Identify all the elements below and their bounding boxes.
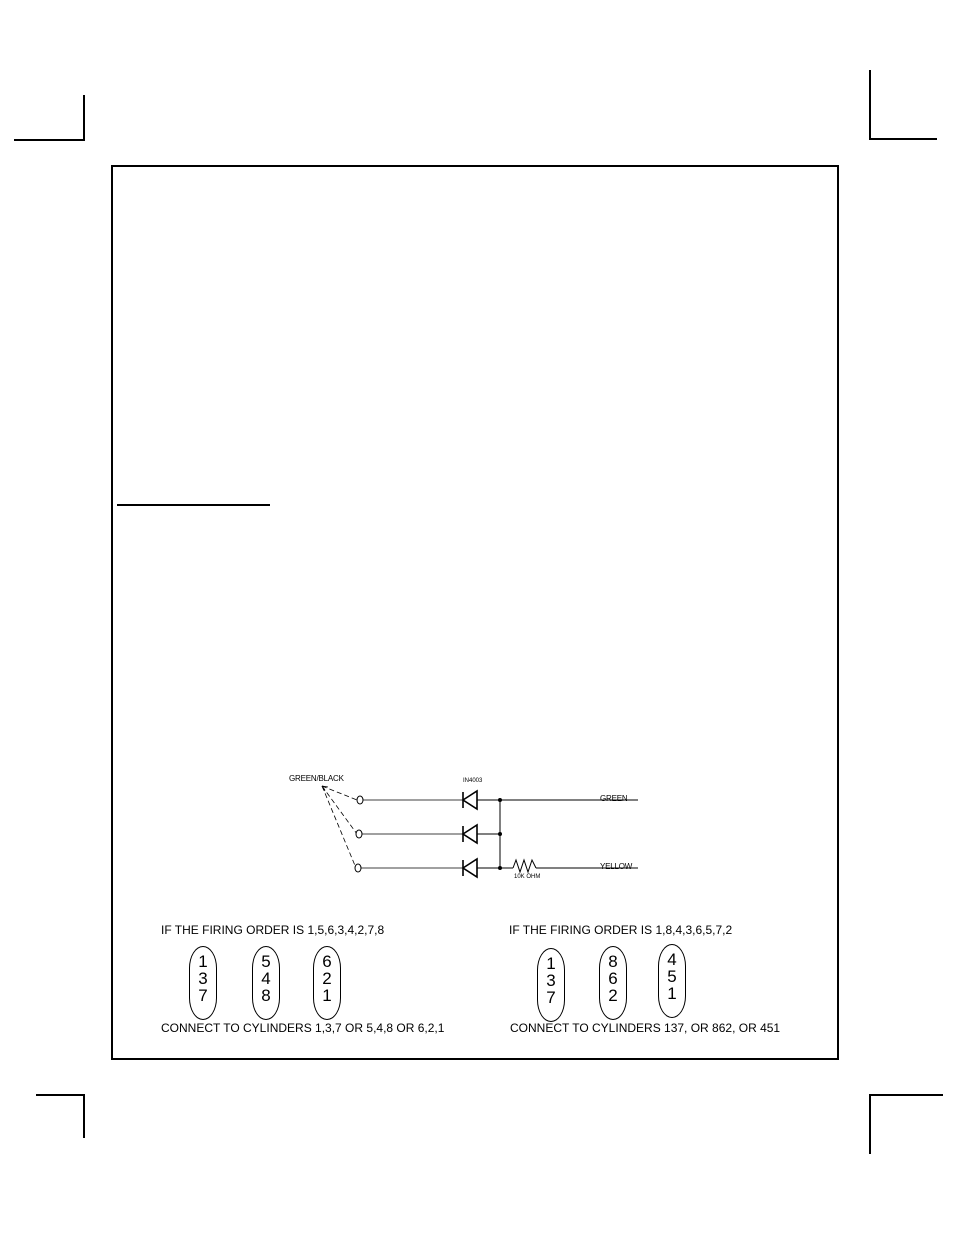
right-cylinder-group-1 <box>537 948 565 1022</box>
cylinder-number: 1 <box>322 986 332 1005</box>
right-connect-text: CONNECT TO CYLINDERS 137, OR 862, OR 451 <box>510 1021 781 1035</box>
crop-mark-top-left-horizontal <box>14 139 84 141</box>
cylinder-number: 3 <box>546 971 556 990</box>
crop-mark-bottom-left-vertical <box>83 1094 85 1138</box>
crop-mark-bottom-right-horizontal <box>869 1094 943 1096</box>
cylinder-number: 5 <box>261 952 271 971</box>
crop-mark-bottom-right-vertical <box>869 1094 871 1154</box>
crop-mark-bottom-left-horizontal <box>36 1094 85 1096</box>
right-firing-order-text: IF THE FIRING ORDER IS 1,8,4,3,6,5,7,2 <box>509 923 733 937</box>
cylinder-number: 4 <box>667 950 677 969</box>
section-heading-rule <box>117 504 270 506</box>
cylinder-number: 8 <box>261 986 271 1005</box>
cylinder-number: 4 <box>261 969 271 988</box>
cylinder-number: 7 <box>198 986 208 1005</box>
terminal-circles <box>355 796 363 872</box>
diode-part-label: IN4003 <box>463 778 483 784</box>
cylinder-number: 1 <box>667 984 677 1003</box>
diode-2 <box>463 825 477 843</box>
cylinder-number: 3 <box>198 969 208 988</box>
left-cylinder-group-1 <box>189 946 217 1020</box>
diode-3 <box>463 859 477 877</box>
right-cylinder-group-2 <box>599 946 627 1020</box>
green-black-wire-label: GREEN/BLACK <box>289 774 344 783</box>
resistor-label: 10K OHM <box>514 874 541 880</box>
crop-mark-top-right-vertical <box>869 70 871 140</box>
green-wire-label: GREEN <box>600 794 628 803</box>
crop-mark-top-right-horizontal <box>869 138 937 140</box>
cylinder-number: 8 <box>608 952 618 971</box>
right-cylinder-group-3 <box>658 944 686 1018</box>
cylinder-number: 5 <box>667 967 677 986</box>
cylinder-number: 1 <box>198 952 208 971</box>
yellow-wire-label: YELLOW <box>600 862 633 871</box>
left-firing-order-text: IF THE FIRING ORDER IS 1,5,6,3,4,2,7,8 <box>161 923 385 937</box>
diode-1 <box>463 791 477 809</box>
cylinder-number: 2 <box>322 969 332 988</box>
left-connect-text: CONNECT TO CYLINDERS 1,3,7 OR 5,4,8 OR 6,2,1 <box>161 1021 445 1035</box>
cylinder-number: 6 <box>322 952 332 971</box>
input-fan-lines <box>322 786 357 868</box>
diodes <box>463 791 477 877</box>
lead-lines <box>361 800 462 868</box>
left-cylinder-group-3 <box>313 946 341 1020</box>
cylinder-number: 2 <box>608 986 618 1005</box>
cylinder-number: 6 <box>608 969 618 988</box>
left-cylinder-group-2 <box>252 946 280 1020</box>
crop-mark-top-left-vertical <box>83 95 85 141</box>
cylinder-number: 7 <box>546 988 556 1007</box>
cylinder-number: 1 <box>546 954 556 973</box>
